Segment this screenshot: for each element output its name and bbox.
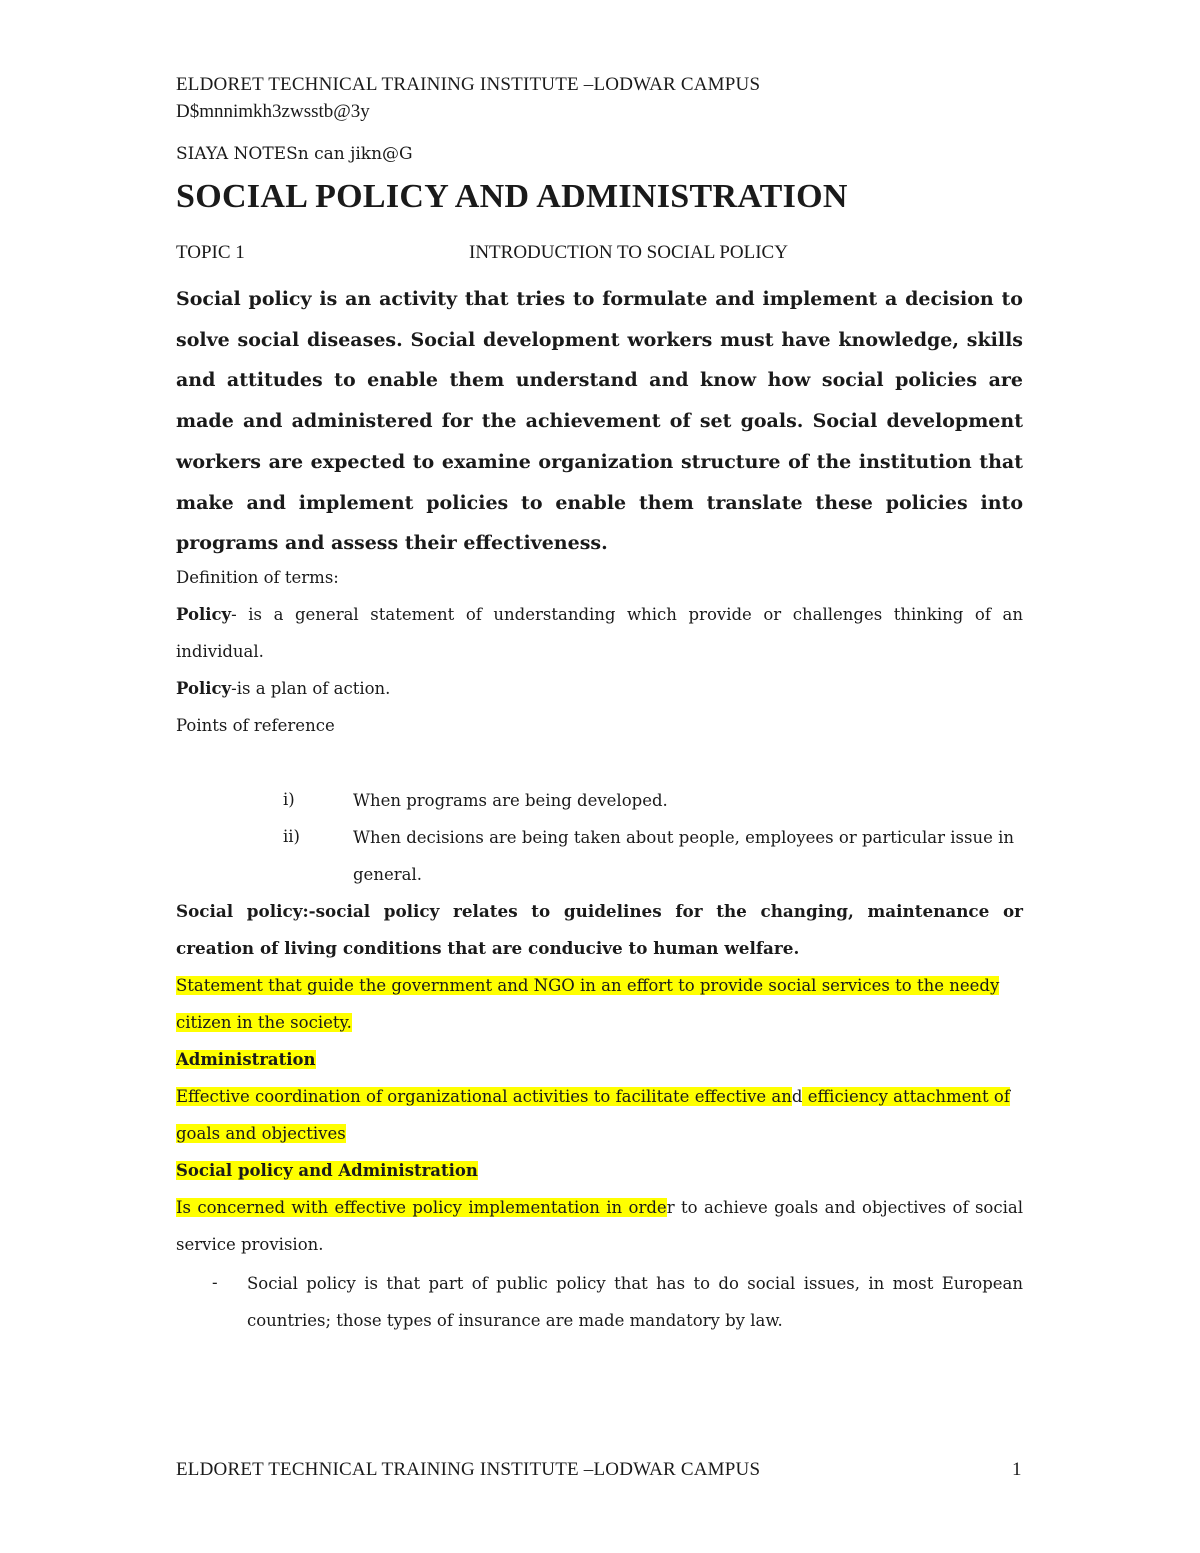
social-policy-term: Social policy: bbox=[176, 901, 309, 921]
spa-text-rest: r to achieve goals and objectives of social service provision. bbox=[176, 1198, 1023, 1254]
bullet-text: Social policy is that part of public policy that has to do social issues, in most European countries; those types of insurance are made mandatory by law. bbox=[247, 1274, 1023, 1330]
siaya-notes: SIAYA NOTESn can jikn@G bbox=[176, 144, 413, 164]
topic-title: INTRODUCTION TO SOCIAL POLICY bbox=[469, 242, 788, 263]
document-title: SOCIAL POLICY AND ADMINISTRATION bbox=[176, 178, 848, 215]
policy-definition-2 bbox=[176, 670, 1023, 707]
administration-text-a: Effective coordination of organizational activities to facilitate effective an bbox=[176, 1087, 792, 1106]
definitions-heading: Definition of terms: bbox=[176, 568, 339, 587]
header-institution: ELDORET TECHNICAL TRAINING INSTITUTE –LODWAR CAMPUS bbox=[176, 74, 761, 95]
administration-text-c: efficiency attachment of goals and objectives bbox=[176, 1087, 1010, 1143]
spa-heading-wrap bbox=[176, 1152, 1023, 1189]
policy-text-1: - is a general statement of understanding which provide or challenges thinking of an individual. bbox=[176, 605, 1023, 661]
bullet-dash: - bbox=[212, 1273, 218, 1292]
policy-term-2: Policy bbox=[176, 679, 232, 698]
administration-heading-wrap bbox=[176, 1041, 1023, 1078]
points-heading: Points of reference bbox=[176, 716, 335, 735]
policy-definition-1 bbox=[176, 596, 1023, 670]
social-policy-definition bbox=[176, 893, 1023, 967]
spa-heading: Social policy and Administration bbox=[176, 1161, 478, 1180]
spa-paragraph bbox=[176, 1189, 1023, 1263]
list-text-1: When programs are being developed. bbox=[353, 791, 668, 810]
administration-text-b: d bbox=[791, 1087, 803, 1106]
header-code: D$mnnimkh3zwsstb@3y bbox=[176, 101, 370, 122]
administration-paragraph bbox=[176, 1078, 1023, 1152]
statement-highlight: Statement that guide the government and NGO in an effort to provide social services to the needy citizen in the society. bbox=[176, 976, 1000, 1032]
list-number-2: ii) bbox=[283, 827, 300, 846]
policy-text-2: -is a plan of action. bbox=[231, 679, 391, 698]
intro-paragraph: Social policy is an activity that tries to formulate and implement a decision to solve social diseases. Social development workers must have knowledge, skills and attitudes to enable them understand and know how social policies are made and administered for the achievement of set goals. Social development workers are expected to examine organization structure of the institution that make and implement policies to enable them translate these policies into programs and assess their effectiveness. bbox=[176, 288, 1023, 555]
list-text-2: When decisions are being taken about people, employees or particular issue in general. bbox=[353, 828, 1015, 884]
list-number-1: i) bbox=[283, 790, 295, 809]
page-number: 1 bbox=[1012, 1459, 1022, 1480]
social-policy-text: -social policy relates to guidelines for the changing, maintenance or creation of living conditions that are conducive to human welfare. bbox=[176, 901, 1023, 958]
policy-term-1: Policy bbox=[176, 605, 232, 624]
administration-heading: Administration bbox=[176, 1050, 316, 1069]
topic-number: TOPIC 1 bbox=[176, 242, 245, 263]
statement-paragraph bbox=[176, 967, 1023, 1041]
spa-text-highlight: Is concerned with effective policy implementation in orde bbox=[176, 1198, 667, 1217]
footer-institution: ELDORET TECHNICAL TRAINING INSTITUTE –LODWAR CAMPUS bbox=[176, 1459, 761, 1480]
